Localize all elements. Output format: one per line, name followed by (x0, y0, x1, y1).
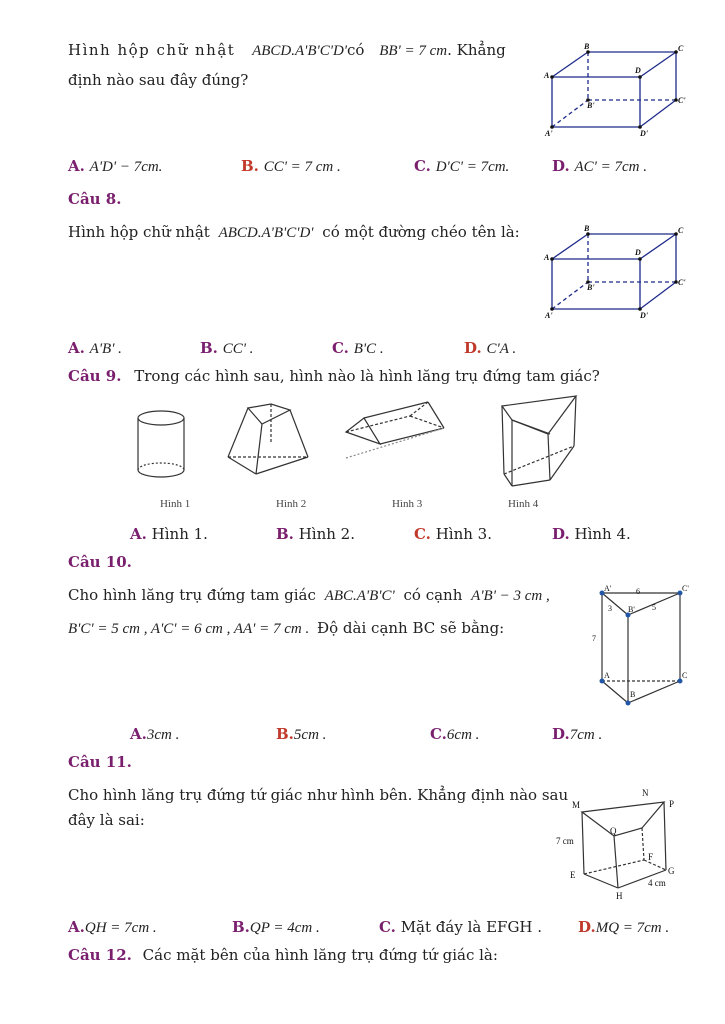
box1-label-b1: B' (587, 101, 595, 110)
q12-question: Câu 12. Các mặt bên của hình lăng trụ đứng tứ giác là: (68, 946, 498, 964)
q9-question: Câu 9. Trong các hình sau, hình nào là hình lăng trụ đứng tam giác? (68, 367, 600, 385)
q10-label-b1: B' (628, 605, 635, 614)
q11-label-h: H (616, 891, 623, 901)
q11-line1: Cho hình lăng trụ đứng tứ giác như hình bên. Khẳng định nào sau (68, 786, 569, 804)
q7-option-d[interactable]: D. AC' = 7cm . (552, 157, 647, 175)
q8-option-b[interactable]: B. CC' . (200, 339, 254, 357)
q10-label-b: B (630, 690, 636, 699)
box1-hidden-edge (552, 100, 588, 127)
box1-label-c1: C' (678, 96, 686, 105)
q10-label-a: A (604, 671, 610, 680)
q11-label-g: G (668, 866, 675, 876)
q9-option-b[interactable]: B. Hình 2. (276, 525, 355, 543)
box2-label-a: A (544, 253, 550, 262)
q9-figure-2 (226, 402, 316, 477)
q10-label-six: 6 (636, 587, 640, 596)
q9-option-a[interactable]: A. Hình 1. (130, 525, 208, 543)
q8-option-a[interactable]: A. A'B' . (68, 339, 122, 357)
box2-label-c1: C' (678, 278, 686, 287)
q11-label-f: F (648, 852, 654, 862)
box1-edge (552, 52, 588, 77)
q9-caption-2: Hình 2 (276, 498, 307, 510)
box1-label-c: C (678, 44, 684, 53)
q10-title: Câu 10. (68, 553, 132, 571)
q7-line2: định nào sau đây đúng? (68, 71, 249, 89)
box1-label-a1: A' (545, 129, 553, 138)
q11-option-c[interactable]: C. Mặt đáy là EFGH . (379, 918, 543, 936)
q11-line2: đây là sai: (68, 811, 145, 829)
q11-label-p: P (669, 799, 675, 809)
q10-label-three: 3 (608, 604, 612, 613)
q7-line1 (68, 41, 506, 60)
box2-label-c: C (678, 226, 684, 235)
q10-prism-figure (588, 585, 698, 710)
box1-label-b: B (584, 42, 590, 51)
q10-line2: B'C' = 5 cm , A'C' = 6 cm , AA' = 7 cm . Độ dài cạnh BC sẽ bằng: (68, 619, 505, 637)
q10-option-c[interactable]: C.6cm . (430, 725, 480, 743)
q11-top-face (582, 802, 664, 836)
q7-math: ABCD.A'B'C'D' (252, 43, 348, 59)
q11-option-a[interactable]: A.QH = 7cm . (68, 918, 157, 936)
q10-label-a1: A' (604, 584, 612, 593)
box-figure-1 (540, 40, 690, 140)
q7-option-b[interactable]: B. CC' = 7 cm . (241, 157, 341, 175)
box2-label-d: D (635, 248, 641, 257)
q11-label-n: N (642, 788, 649, 798)
q7-co: có (347, 41, 365, 59)
q9-caption-4: Hình 4 (508, 498, 539, 510)
box1-edge (640, 52, 676, 77)
box-figure-2 (540, 222, 690, 322)
q9-figure-4 (498, 394, 583, 489)
q11-label-e: E (570, 870, 576, 880)
box1-label-a: A (544, 71, 550, 80)
q11-prism-figure (552, 788, 692, 903)
q10-label-c: C (682, 671, 688, 680)
q9-figure-3 (340, 400, 460, 465)
q11-label-side: 7 cm (556, 836, 574, 846)
box1-edge (640, 100, 676, 127)
q11-option-b[interactable]: B.QP = 4cm . (232, 918, 320, 936)
box2-label-b1: B' (587, 283, 595, 292)
q9-option-d[interactable]: D. Hình 4. (552, 525, 631, 543)
q11-label-q: Q (610, 826, 617, 836)
box2-label-a1: A' (545, 311, 553, 320)
box2-label-d1: D' (640, 311, 648, 320)
q10-option-b[interactable]: B.5cm . (276, 725, 327, 743)
q8-option-d[interactable]: D. C'A . (464, 339, 517, 357)
box1-label-d: D (635, 66, 641, 75)
q7-option-c[interactable]: C. D'C' = 7cm. (414, 157, 510, 175)
q10-option-d[interactable]: D.7cm . (552, 725, 603, 743)
q9-caption-3: Hình 3 (392, 498, 423, 510)
q9-option-c[interactable]: C. Hình 3. (414, 525, 492, 543)
box2-label-b: B (584, 224, 590, 233)
q8-question: Hình hộp chữ nhật ABCD.A'B'C'D' có một đường chéo tên là: (68, 223, 520, 241)
q9-caption-1: Hình 1 (160, 498, 191, 510)
box1-label-d1: D' (640, 129, 648, 138)
q11-title: Câu 11. (68, 753, 132, 771)
q7-text-post: . Khẳng (447, 41, 506, 59)
q8-option-c[interactable]: C. B'C . (332, 339, 384, 357)
q11-option-d[interactable]: D.MQ = 7cm . (578, 918, 670, 936)
q10-label-seven: 7 (592, 634, 596, 643)
q7-math2: BB' = 7 cm (379, 43, 448, 59)
q10-option-a[interactable]: A.3cm . (130, 725, 180, 743)
q10-label-five: 5 (652, 603, 656, 612)
q10-line1: Cho hình lăng trụ đứng tam giác ABC.A'B'C' có cạnh A'B' − 3 cm , (68, 586, 550, 604)
q7-option-a[interactable]: A. A'D' − 7cm. (68, 157, 163, 175)
q11-label-base: 4 cm (648, 878, 666, 888)
q11-label-m: M (572, 800, 581, 810)
q10-label-c1: C' (682, 584, 689, 593)
q9-figure-cylinder (133, 408, 193, 488)
q8-title: Câu 8. (68, 190, 122, 208)
q7-text: Hình hộp chữ nhật (68, 41, 236, 59)
